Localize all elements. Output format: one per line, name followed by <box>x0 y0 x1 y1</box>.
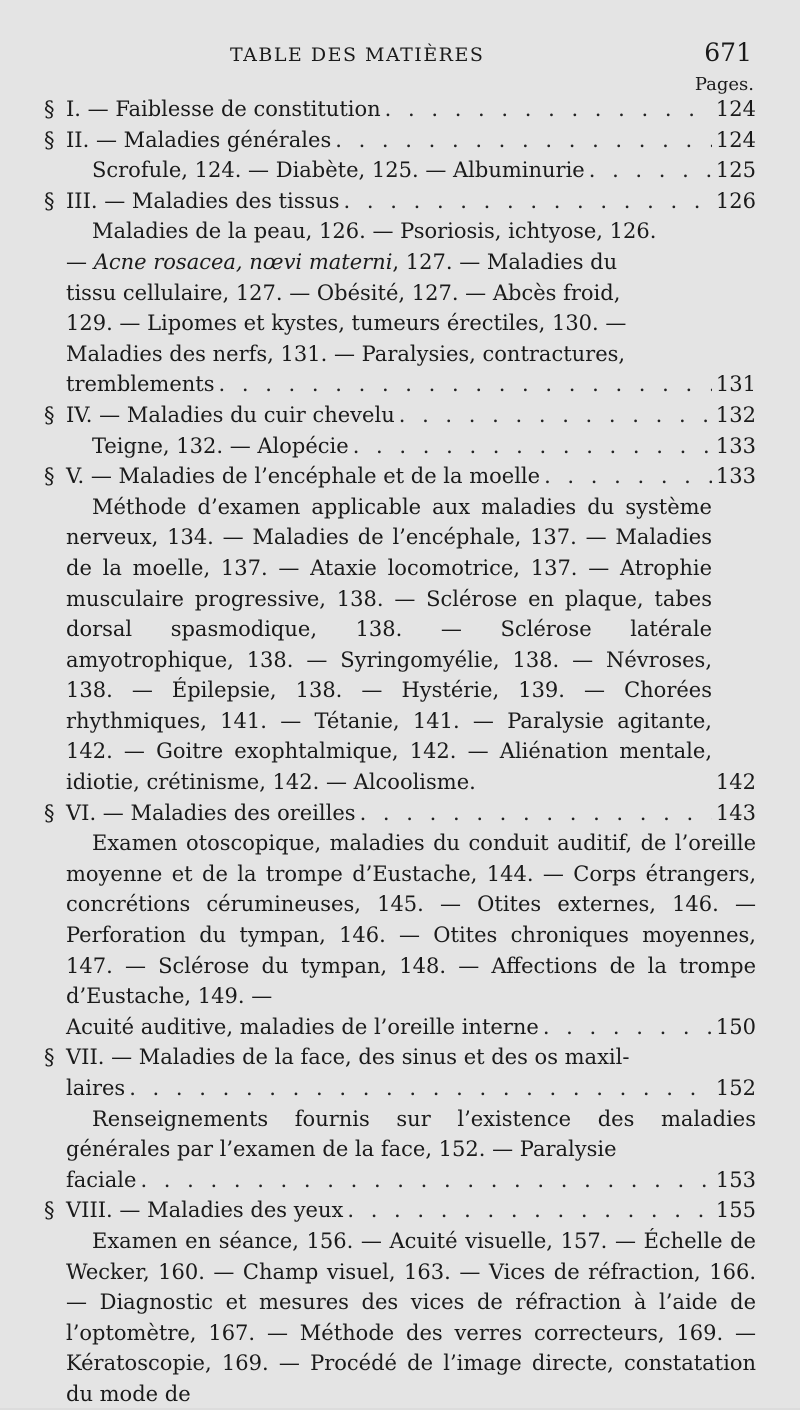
section-page: 124 <box>715 97 756 121</box>
dot-leader <box>353 431 712 462</box>
toc-section-5 <box>44 461 756 798</box>
section-title: IV. — Maladies du cuir chevelu <box>66 402 395 427</box>
section-body <box>66 492 756 798</box>
body-line: tissu cellulaire, 127. — Obésité, 127. — Abcès froid, <box>66 280 621 305</box>
section-title: VII. — Maladies de la face, des sinus et des os maxil- <box>66 1045 630 1070</box>
toc-section-2 <box>44 125 756 186</box>
body-line: Maladies de la peau, 126. — Psoriosis, ichtyose, 126. <box>92 219 657 244</box>
toc-section-8 <box>44 1195 756 1409</box>
body-text: Renseignements fournis sur l’existence des maladies générales par l’examen de la face, 152. — Paralysie <box>66 1106 756 1162</box>
dot-leader <box>219 369 712 400</box>
section-page: 124 <box>715 127 756 152</box>
table-of-contents <box>44 94 756 1410</box>
section-mark: § <box>44 188 55 213</box>
section-page: 143 <box>715 800 756 825</box>
page-number: 671 <box>704 38 752 67</box>
section-mark: § <box>44 1198 55 1223</box>
toc-section-7 <box>44 1042 756 1195</box>
latin-term: Acne rosacea, nœvi materni <box>93 249 393 274</box>
section-body <box>66 216 756 400</box>
page-header <box>0 38 800 74</box>
body-line: Maladies des nerfs, 131. — Paralysies, contractures, <box>66 341 626 366</box>
tail-page: 153 <box>715 1167 756 1192</box>
body-text: , 127. — Maladies du <box>392 249 618 274</box>
toc-section-3 <box>44 186 756 400</box>
dot-leader <box>129 1073 712 1104</box>
section-body <box>66 1226 756 1410</box>
section-page: 126 <box>715 188 756 213</box>
section-mark: § <box>44 464 55 489</box>
section-subline: Teigne, 132. — Alopécie <box>92 433 349 458</box>
section-title: VI. — Maladies des oreilles <box>66 800 356 825</box>
section-mark: § <box>44 800 55 825</box>
section-mark: § <box>44 1045 55 1070</box>
tail-page: 150 <box>715 1014 756 1039</box>
dot-leader <box>344 186 712 217</box>
section-mark: § <box>44 127 55 152</box>
dot-leader <box>347 1195 712 1226</box>
dot-leader <box>399 400 712 431</box>
body-line <box>66 247 756 278</box>
dot-leader <box>335 125 712 156</box>
running-title: TABLE DES MATIÈRES <box>230 44 485 66</box>
section-title: I. — Faiblesse de constitution <box>66 97 381 121</box>
body-text: — <box>66 249 94 274</box>
body-text: Examen en séance, 156. — Acuité visuelle, 157. — Échelle de Wecker, 160. — Champ visuel, 163. — Vices de réfraction, 166. — Diagnostic et mesures des vices de réfraction à l’aide de l’optomètre, 167. — Méthode des verres correcteurs, 169. — Kératoscopie, 169. — Procédé de l’image directe, constatation du mode de <box>66 1228 756 1406</box>
toc-section-4 <box>44 400 756 461</box>
body-tail: faciale <box>66 1167 137 1192</box>
subline-page: 133 <box>715 433 756 458</box>
section-page: 132 <box>715 402 756 427</box>
section-title: VIII. — Maladies des yeux <box>66 1198 344 1223</box>
dot-leader <box>543 1012 712 1043</box>
section-mark: § <box>44 402 55 427</box>
dot-leader <box>544 461 712 492</box>
dot-leader <box>140 1165 711 1196</box>
section-page: 155 <box>715 1198 756 1223</box>
section-title: II. — Maladies générales <box>66 127 332 152</box>
tail-page: 131 <box>715 372 756 397</box>
body-line: 129. — Lipomes et kystes, tumeurs érectiles, 130. — <box>66 311 627 336</box>
section-title: III. — Maladies des tissus <box>66 188 340 213</box>
section-body <box>66 1104 756 1196</box>
subline-page: 125 <box>715 158 756 183</box>
body-text: Examen otoscopique, maladies du conduit auditif, de l’oreille moyenne et de la trompe d’Eustache, 144. — Corps étrangers, concrétions cérumineuses, 145. — Otites externes, 146. — Perforation du tympan, 146. — Otites chroniques moyennes, 147. — Sclérose du tympan, 148. — Affections de la trompe d’Eustache, 149. — <box>66 831 756 1009</box>
dot-leader <box>385 94 712 125</box>
dot-leader <box>589 155 712 186</box>
section-title-continued: laires <box>66 1076 126 1100</box>
pages-column-label: Pages. <box>694 74 754 95</box>
toc-section-6 <box>44 798 756 1043</box>
body-tail: tremblements <box>66 372 215 397</box>
toc-section-1 <box>44 94 756 125</box>
section-subline: Scrofule, 124. — Diabète, 125. — Albuminurie <box>92 158 585 183</box>
section-body <box>66 828 756 1042</box>
body-tail: Acuité auditive, maladies de l’oreille interne <box>66 1014 539 1039</box>
dot-leader <box>360 798 712 829</box>
body-text: Méthode d’examen applicable aux maladies du système nerveux, 134. — Maladies de l’encéphale, 137. — Maladies de la moelle, 137. — Ataxie locomotrice, 137. — Atrophie musculaire progressive, 138. — Sclérose en plaque, tabes dorsal spasmodique, 138. — Sclérose latérale amyotrophique, 138. — Syringomyélie, 138. — Névroses, 138. — Épilepsie, 138. — Hystérie, 139. — Chorées rhythmiques, 141. — Tétanie, 141. — Paralysie agitante, 142. — Goitre exophtalmique, 142. — Aliénation mentale, idiotie, crétinisme, 142. — Alcoolisme. <box>66 494 712 795</box>
section-page: 133 <box>715 464 756 489</box>
tail-page: 142 <box>715 770 756 795</box>
section-page: 152 <box>715 1076 756 1100</box>
section-title: V. — Maladies de l’encéphale et de la moelle <box>66 464 541 489</box>
section-mark: § <box>44 97 55 121</box>
